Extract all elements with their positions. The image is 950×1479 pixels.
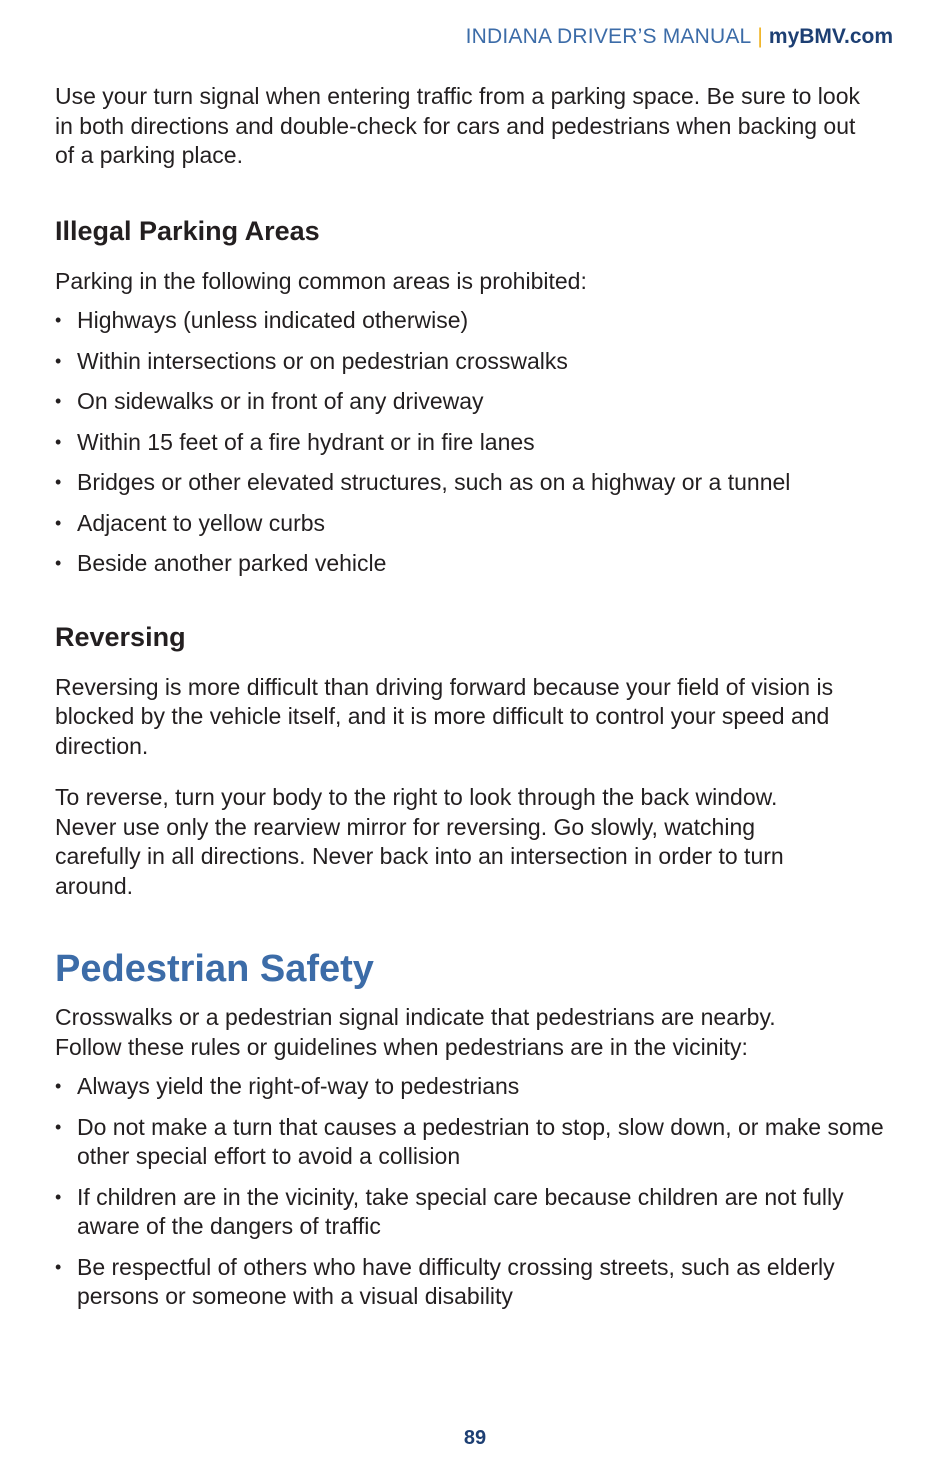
pedestrian-safety-heading: Pedestrian Safety	[55, 948, 374, 990]
header-separator: |	[757, 25, 763, 48]
manual-title: INDIANA DRIVER’S MANUAL	[465, 25, 752, 48]
illegal-parking-lead: Parking in the following common areas is prohibited:	[55, 267, 587, 294]
bullet-icon: •	[55, 553, 62, 573]
pedestrian-safety-lead: Crosswalks or a pedestrian signal indicate that pedestrians are nearby. Follow these rules or guidelines when pedestrians are in the vicinity:	[55, 1004, 776, 1060]
reversing-paragraph-2: To reverse, turn your body to the right to look through the back window. Never use only the rearview mirror for reversing. Go slowly, watching carefully in all directions. Never back into an intersection in order to turn around.	[55, 784, 784, 899]
list-item: • On sidewalks or in front of any driveway	[55, 387, 900, 417]
reversing-paragraph-1: Reversing is more difficult than driving forward because your field of vision is blocked by the vehicle itself, and it is more difficult to control your speed and direction.	[55, 673, 834, 759]
list-item: • Adjacent to yellow curbs	[55, 509, 900, 539]
list-item: • Bridges or other elevated structures, such as on a highway or a tunnel	[55, 468, 900, 498]
site-name: myBMV.com	[768, 25, 893, 48]
bullet-icon: •	[55, 350, 62, 371]
bullet-icon: •	[55, 391, 62, 411]
bullet-icon: •	[55, 431, 62, 452]
list-item: • Do not make a turn that causes a pedestrian to stop, slow down, or make some other special effort to avoid a collision	[55, 1113, 884, 1169]
bullet-icon: •	[55, 1076, 62, 1096]
bullet-icon: •	[55, 1116, 62, 1137]
list-item: • Within 15 feet of a fire hydrant or in fire lanes	[55, 428, 900, 458]
list-item: • Highways (unless indicated otherwise)	[55, 306, 900, 336]
list-item: • Beside another parked vehicle	[55, 549, 900, 579]
list-item: • Always yield the right-of-way to pedestrians	[55, 1072, 900, 1102]
intro-paragraph: Use your turn signal when entering traffic from a parking space. Be sure to look in both directions and double-check for cars and pedestrians when backing out of a parking place.	[55, 83, 860, 168]
bullet-icon: •	[55, 310, 62, 330]
list-item: • If children are in the vicinity, take special care because children are not fully aware of the dangers of traffic	[55, 1183, 844, 1239]
bullet-icon: •	[55, 472, 62, 492]
running-header	[466, 25, 893, 49]
pedestrian-safety-list	[55, 1072, 900, 1312]
reversing-heading: Reversing	[55, 621, 186, 652]
list-item: • Be respectful of others who have difficulty crossing streets, such as elderly persons or someone with a visual disability	[55, 1253, 835, 1309]
page-content	[55, 82, 900, 1312]
bullet-icon: •	[55, 512, 62, 533]
illegal-parking-list	[55, 306, 900, 579]
page-number: 89	[463, 1427, 487, 1449]
bullet-icon: •	[55, 1256, 62, 1277]
bullet-icon: •	[55, 1186, 62, 1207]
list-item: • Within intersections or on pedestrian crosswalks	[55, 347, 900, 377]
illegal-parking-heading: Illegal Parking Areas	[55, 215, 320, 246]
